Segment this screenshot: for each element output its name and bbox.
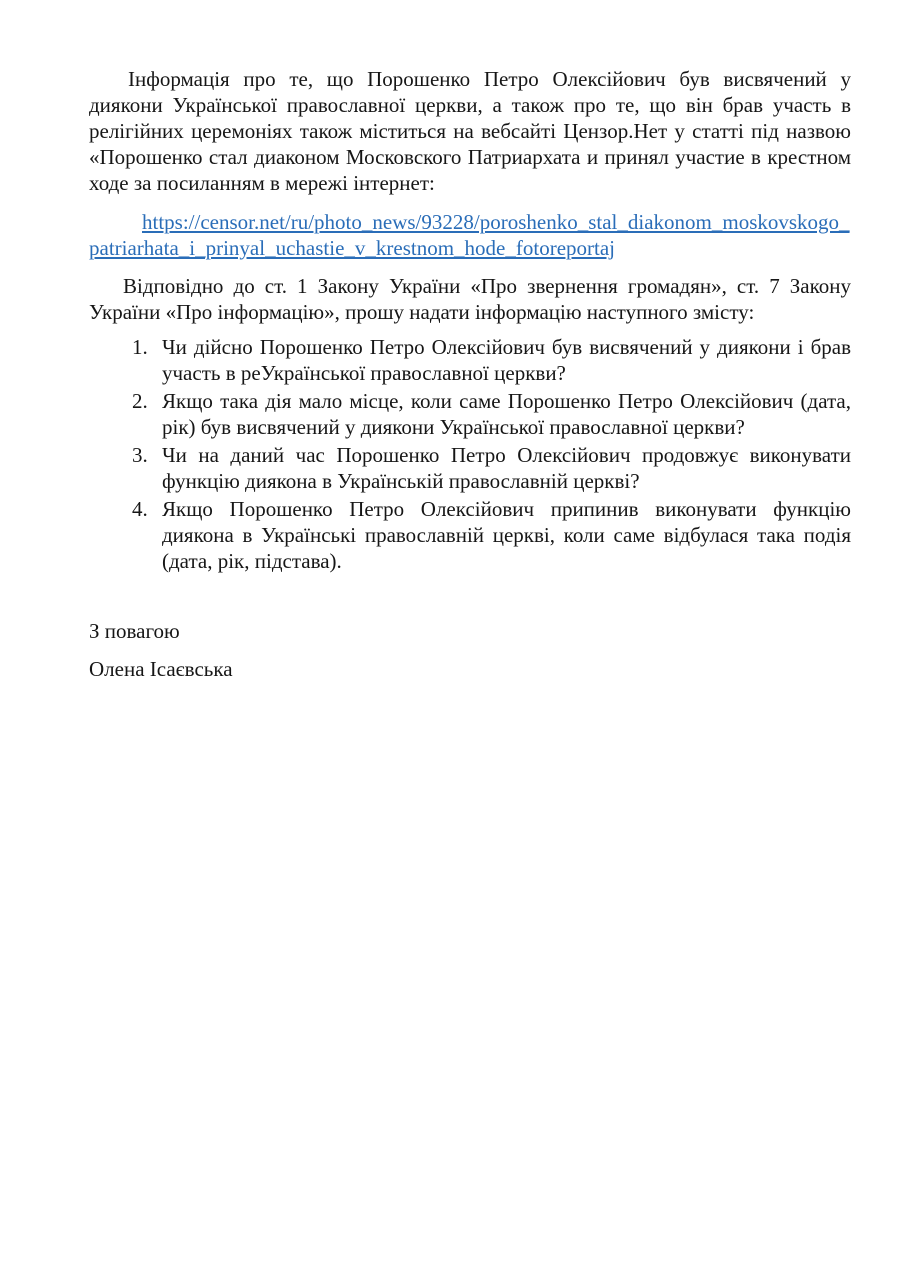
paragraph-intro: Інформація про те, що Порошенко Петро Олексійович був висвячений у диякони Української православної церкви, а також про те, що він брав участь в релігійних церемоніях також міститься на вебсайті Цензор.Нет у статті під назвою «Порошенко стал диаконом Московского Патриархата и принял участие в крестном ходе за посиланням в мережі інтернет:	[89, 67, 851, 195]
link-paragraph	[89, 209, 851, 261]
question-item-2: Якщо така дія мало місце, коли саме Порошенко Петро Олексійович (дата, рік) був висвячений у диякони Української православної церкви?	[162, 389, 851, 439]
closing-line: З повагою	[89, 619, 180, 643]
document-content	[89, 66, 851, 682]
question-item-4: Якщо Порошенко Петро Олексійович припинив виконувати функцію диякона в Українські православній церкві, коли саме відбулася така подія (дата, рік, підстава).	[162, 497, 851, 573]
questions-list	[89, 334, 851, 574]
question-item-1: Чи дійсно Порошенко Петро Олексійович був висвячений у диякони і брав участь в реУкраїнської православної церкви?	[162, 335, 851, 385]
censor-net-link[interactable]: https://censor.net/ru/photo_news/93228/poroshenko_stal_diakonom_moskovskogo_patriarhata_i_prinyal_uchastie_v_krestnom_hode_fotoreportaj	[89, 210, 850, 260]
signature-name: Олена Ісаєвська	[89, 657, 233, 681]
question-item-3: Чи на даний час Порошенко Петро Олексійович продовжує виконувати функцію диякона в Українській православній церкві?	[162, 443, 851, 493]
paragraph-legal-basis: Відповідно до ст. 1 Закону України «Про звернення громадян», ст. 7 Закону України «Про інформацію», прошу надати інформацію наступного змісту:	[89, 274, 851, 324]
